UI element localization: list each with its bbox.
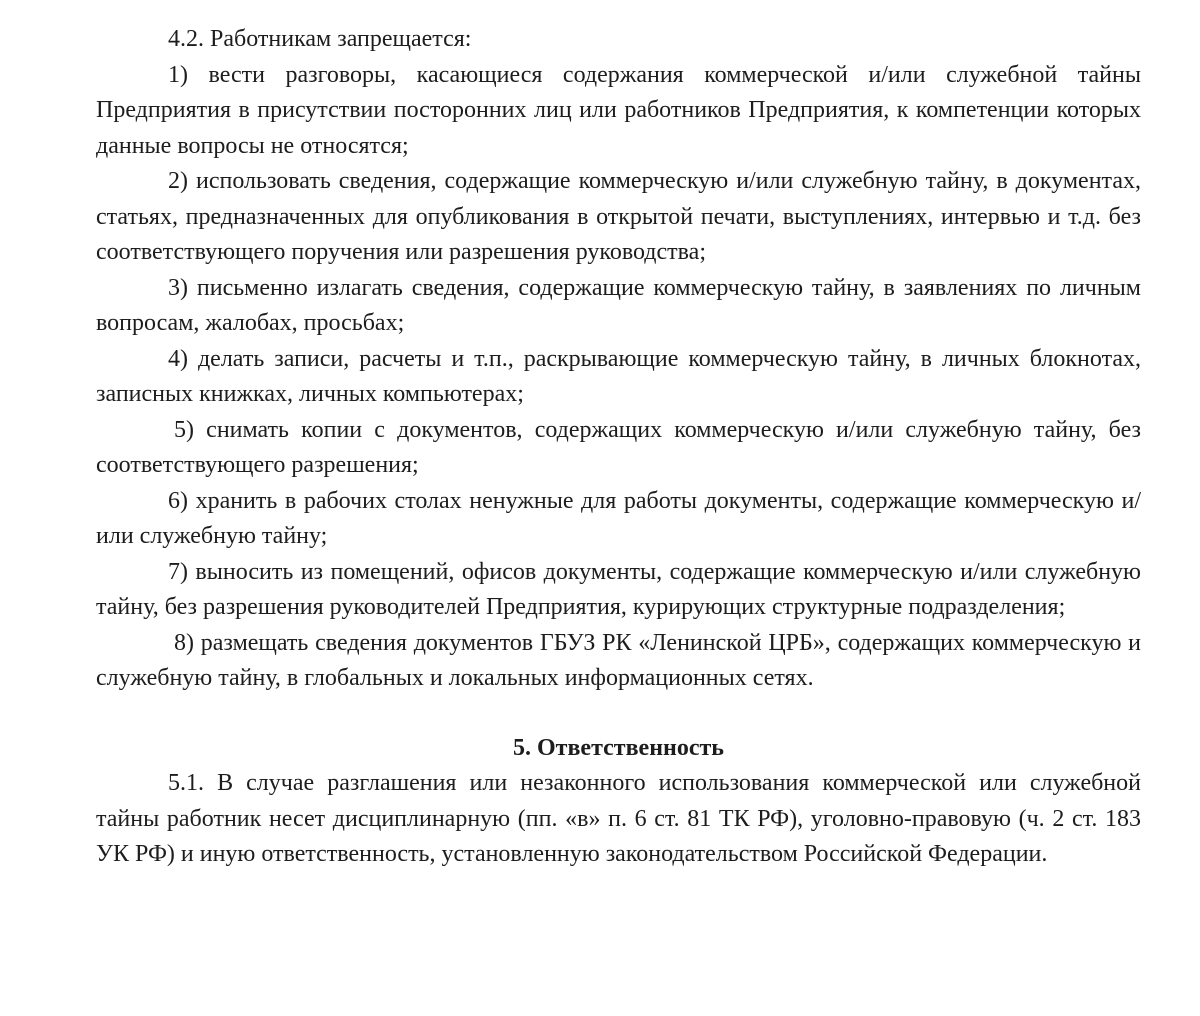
prohibition-item-4: 4) делать записи, расчеты и т.п., раскрывающие коммерческую тайну, в личных блокнотах, записных книжках, личных компьютерах; <box>96 345 1141 407</box>
section-spacer <box>96 697 1141 731</box>
prohibition-item-6: 6) хранить в рабочих столах ненужные для работы документы, содержащие коммерческую и/или служебную тайну; <box>96 487 1141 549</box>
prohibition-item-5: 5) снимать копии с документов, содержащих коммерческую и/или служебную тайну, без соответствующего разрешения; <box>96 416 1141 478</box>
prohibition-item-8: 8) размещать сведения документов ГБУЗ РК «Ленинской ЦРБ», содержащих коммерческую и служебную тайну, в глобальных и локальных информационных сетях. <box>96 629 1141 691</box>
prohibition-item-2: 2) использовать сведения, содержащие коммерческую и/или служебную тайну, в документах, статьях, предназначенных для опубликования в открытой печати, выступлениях, интервью и т.д. без соответствующего поручения или разрешения руководства; <box>96 168 1141 265</box>
section-4-2-intro: 4.2. Работникам запрещается: <box>168 26 472 52</box>
section-5-heading: 5. Ответственность <box>513 734 724 761</box>
section-5-1-paragraph: 5.1. В случае разглашения или незаконного использования коммерческой или служебной тайны работник несет дисциплинарную (пп. «в» п. 6 ст. 81 ТК РФ), уголовно-правовую (ч. 2 ст. 183 УК РФ) и иную ответственность, установленную законодательством Российской Федерации. <box>96 770 1141 867</box>
document-body <box>96 22 1141 873</box>
prohibition-item-3: 3) письменно излагать сведения, содержащие коммерческую тайну, в заявлениях по личным вопросам, жалобах, просьбах; <box>96 274 1141 336</box>
prohibition-item-7: 7) выносить из помещений, офисов документы, содержащие коммерческую и/или служебную тайну, без разрешения руководителей Предприятия, курирующих структурные подразделения; <box>96 558 1141 620</box>
prohibition-item-1: 1) вести разговоры, касающиеся содержания коммерческой и/или служебной тайны Предприятия в присутствии посторонних лиц или работников Предприятия, к компетенции которых данные вопросы не относятся; <box>96 61 1141 159</box>
